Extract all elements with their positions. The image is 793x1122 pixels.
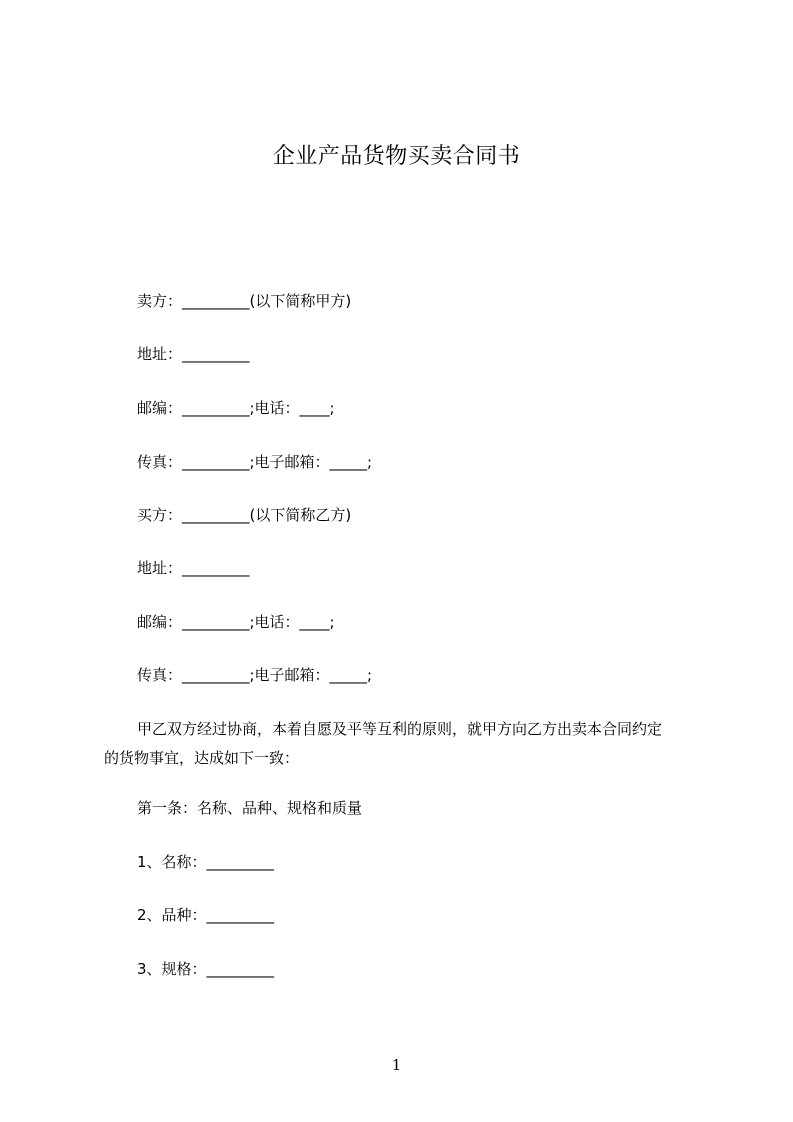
seller-fax-email: 传真：_________;电子邮箱：_____; <box>137 453 373 471</box>
intro-paragraph <box>104 719 704 779</box>
intro-line-1: 甲乙双方经过协商，本着自愿及平等互利的原则，就甲方向乙方出卖本合同约定 <box>137 720 663 738</box>
page-number: 1 <box>391 1056 402 1074</box>
intro-line-2: 的货物事宜，达成如下一致： <box>104 749 300 767</box>
item-name: 1、名称：_________ <box>137 853 275 871</box>
seller-postcode-phone: 邮编：_________;电话：____; <box>137 399 335 417</box>
buyer-postcode-phone: 邮编：_________;电话：____; <box>137 613 335 631</box>
item-variety: 2、品种：_________ <box>137 906 275 924</box>
buyer-line: 买方：_________(以下简称乙方) <box>137 506 352 524</box>
item-specification: 3、规格：_________ <box>137 960 275 978</box>
buyer-address: 地址：_________ <box>137 559 250 577</box>
seller-line: 卖方：_________(以下简称甲方) <box>137 292 352 310</box>
seller-address: 地址：_________ <box>137 345 250 363</box>
buyer-fax-email: 传真：_________;电子邮箱：_____; <box>137 666 373 684</box>
document-title: 企业产品货物买卖合同书 <box>272 144 521 169</box>
article-1-heading: 第一条：名称、品种、规格和质量 <box>137 799 363 817</box>
